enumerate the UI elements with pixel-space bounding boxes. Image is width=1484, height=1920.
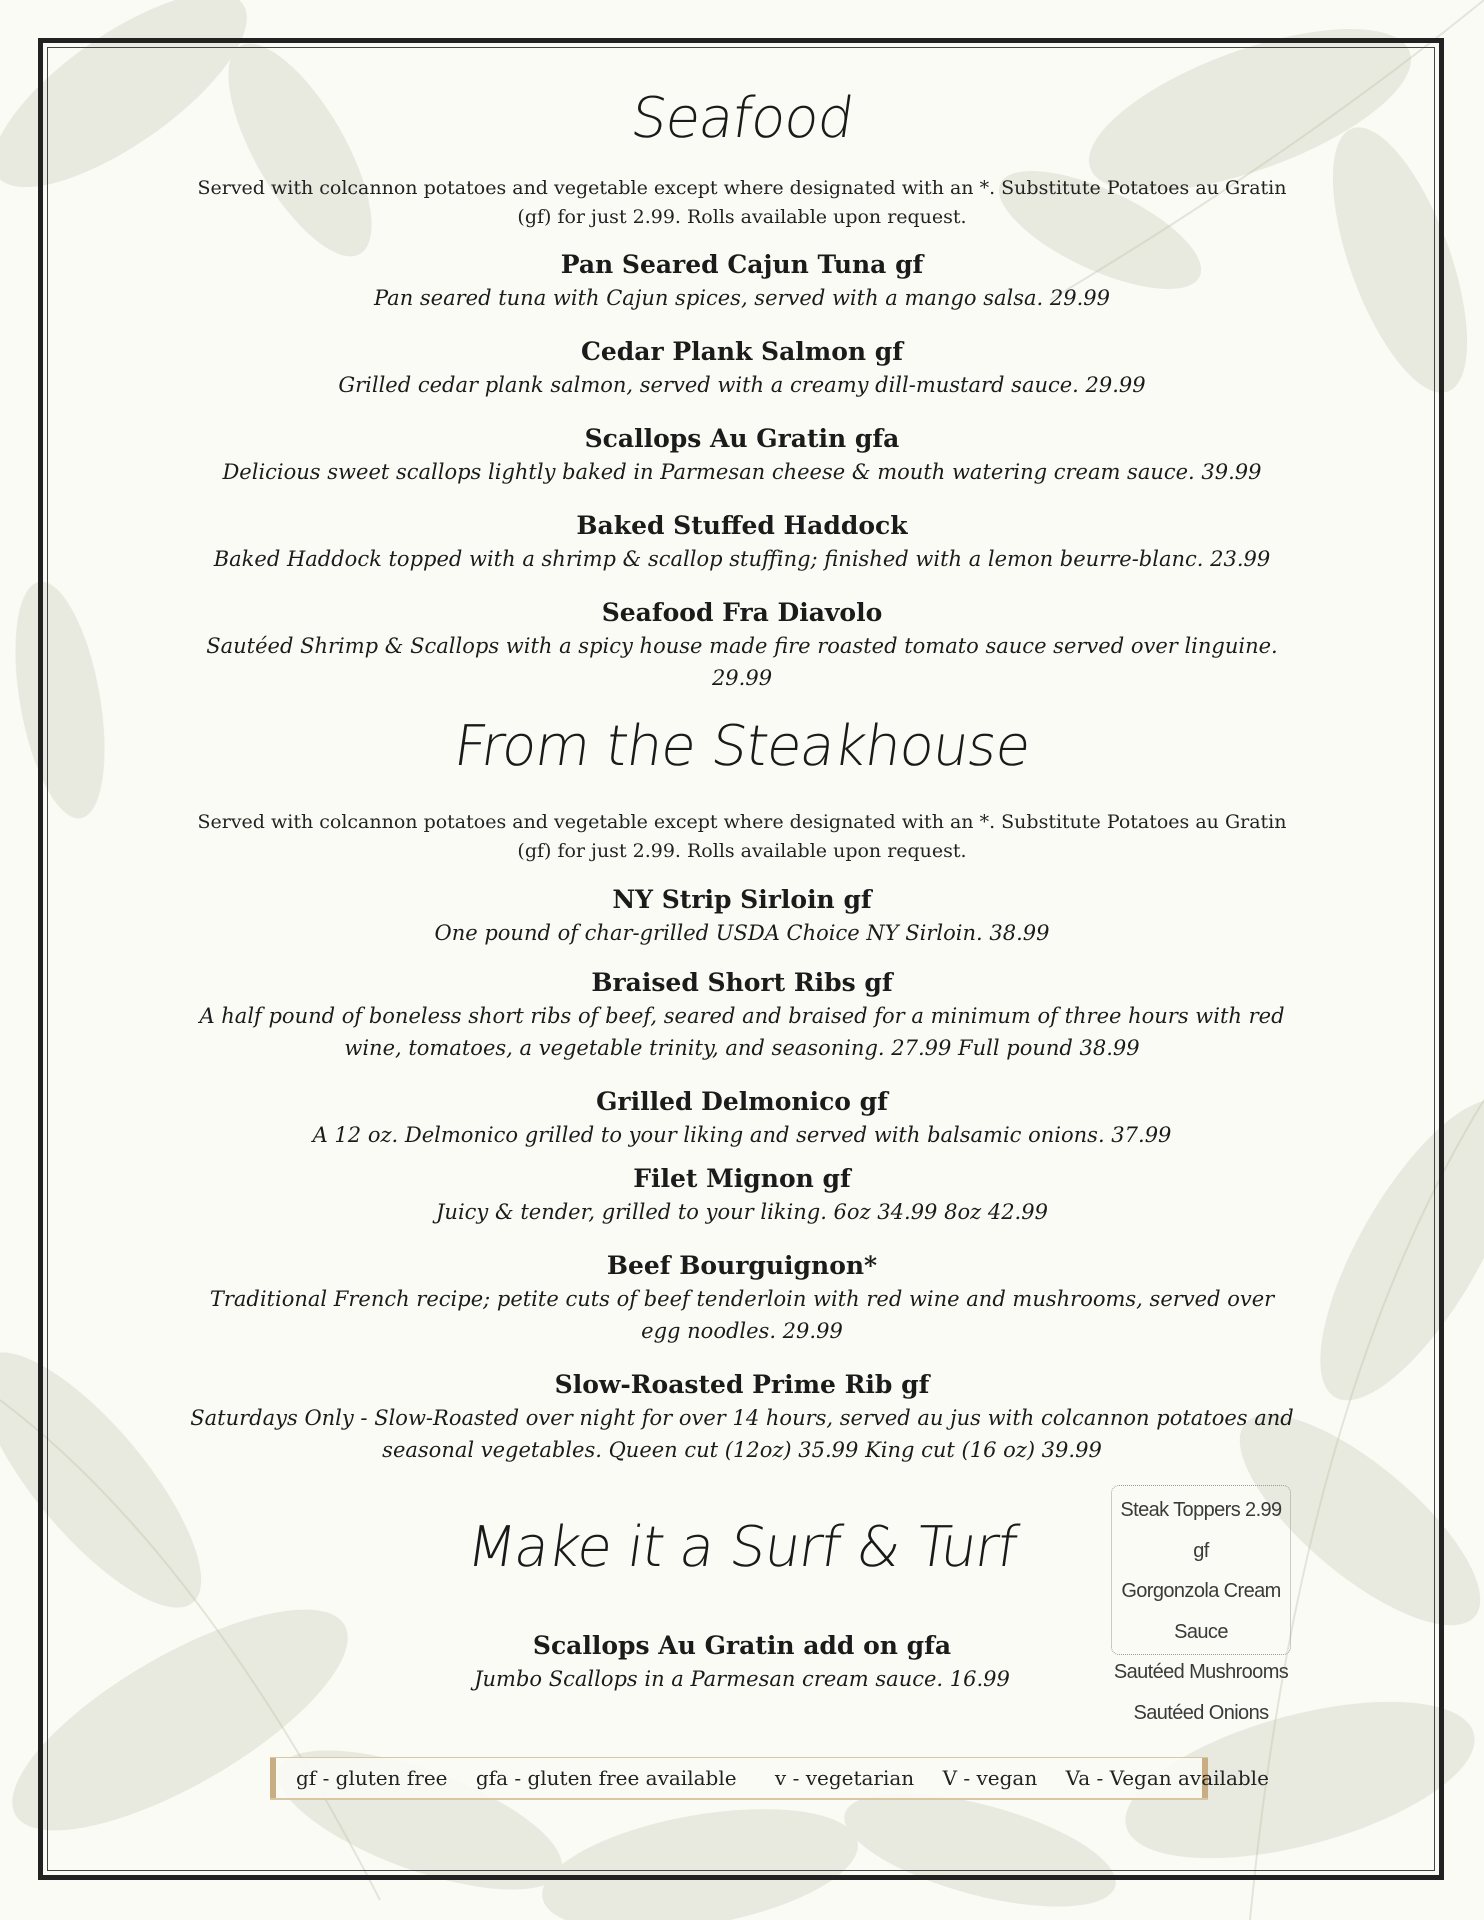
item-name: NY Strip Sirloin gf xyxy=(612,885,872,914)
surf-turf-title: Make it a Surf & Turf xyxy=(463,1515,1021,1580)
item-name: Cedar Plank Salmon gf xyxy=(580,337,904,366)
legend-gfa: gfa - gluten free available xyxy=(475,1766,737,1790)
topper-item: Sautéed Onions xyxy=(1133,1701,1269,1724)
seafood-intro: Served with colcannon potatoes and vegetable except where designated with an *. Substitute Potatoes au Gratin (gf) for just 2.99. Rolls available upon request. xyxy=(197,177,1287,228)
item-name: Filet Mignon gf xyxy=(633,1164,851,1193)
item-description: Traditional French recipe; petite cuts of beef tenderloin with red wine and mushrooms, served over egg noodles. 29.99 xyxy=(209,1287,1275,1343)
item-name: Braised Short Ribs gf xyxy=(591,968,893,997)
item-name: Beef Bourguignon* xyxy=(606,1251,878,1280)
item-name: Grilled Delmonico gf xyxy=(596,1087,888,1116)
item-description: Baked Haddock topped with a shrimp & scallop stuffing; finished with a lemon beurre-blanc. 23.99 xyxy=(213,547,1271,571)
menu-item xyxy=(190,966,1294,1064)
item-description: Pan seared tuna with Cajun spices, served with a mango salsa. 29.99 xyxy=(374,286,1110,310)
menu-item xyxy=(190,596,1294,694)
seafood-title: Seafood xyxy=(626,86,858,151)
item-description: Jumbo Scallops in a Parmesan cream sauce. 16.99 xyxy=(474,1667,1010,1691)
item-name: Baked Stuffed Haddock xyxy=(576,511,908,540)
item-description: One pound of char-grilled USDA Choice NY Sirloin. 38.99 xyxy=(434,921,1050,945)
menu-item xyxy=(190,1085,1294,1151)
item-name: Scallops Au Gratin gfa xyxy=(584,424,900,453)
menu-item xyxy=(190,883,1294,949)
dietary-legend xyxy=(270,1758,1269,1798)
legend-vegan-available: Va - Vegan available xyxy=(1065,1766,1269,1790)
menu-item xyxy=(190,335,1294,401)
legend-gf: gf - gluten free xyxy=(296,1766,448,1790)
item-description: Saturdays Only - Slow-Roasted over night for over 14 hours, served au jus with colcannon potatoes and seasonal vegetables. Queen cut (12oz) 35.99 King cut (16 oz) 39.99 xyxy=(190,1406,1294,1462)
item-name: Slow-Roasted Prime Rib gf xyxy=(554,1370,930,1399)
item-name: Scallops Au Gratin add on gfa xyxy=(532,1631,952,1660)
item-name: Seafood Fra Diavolo xyxy=(601,598,883,627)
legend-vegan: V - vegan xyxy=(942,1766,1038,1790)
item-name: Pan Seared Cajun Tuna gf xyxy=(560,250,924,279)
item-description: Delicious sweet scallops lightly baked in Parmesan cheese & mouth watering cream sauce. 39.99 xyxy=(222,460,1262,484)
steakhouse-title: From the Steakhouse xyxy=(450,714,1034,779)
menu-item xyxy=(190,1162,1294,1228)
item-description: A 12 oz. Delmonico grilled to your liking and served with balsamic onions. 37.99 xyxy=(312,1123,1172,1147)
legend-vegetarian: v - vegetarian xyxy=(774,1766,915,1790)
steakhouse-intro: Served with colcannon potatoes and vegetable except where designated with an *. Substitute Potatoes au Gratin (gf) for just 2.99. Rolls available upon request. xyxy=(197,811,1287,862)
topper-item: Sautéed Mushrooms xyxy=(1113,1661,1289,1683)
item-description: Juicy & tender, grilled to your liking. 6oz 34.99 8oz 42.99 xyxy=(436,1200,1048,1224)
menu-item xyxy=(190,1249,1294,1347)
menu-item xyxy=(190,509,1294,575)
item-description: A half pound of boneless short ribs of beef, seared and braised for a minimum of three hours with red wine, tomatoes, a vegetable trinity, and seasoning. 27.99 Full pound 38.99 xyxy=(199,1004,1285,1060)
toppers-title: Steak Toppers 2.99 gf xyxy=(1120,1499,1282,1562)
item-description: Sautéed Shrimp & Scallops with a spicy house made fire roasted tomato sauce served over linguine. 29.99 xyxy=(206,634,1278,690)
menu-item xyxy=(190,1368,1294,1466)
menu-item xyxy=(190,248,1294,314)
steak-toppers-box xyxy=(1111,1485,1291,1724)
item-description: Grilled cedar plank salmon, served with a creamy dill-mustard sauce. 29.99 xyxy=(338,373,1146,397)
menu-item xyxy=(190,422,1294,488)
topper-item: Gorgonzola Cream Sauce xyxy=(1121,1580,1281,1643)
